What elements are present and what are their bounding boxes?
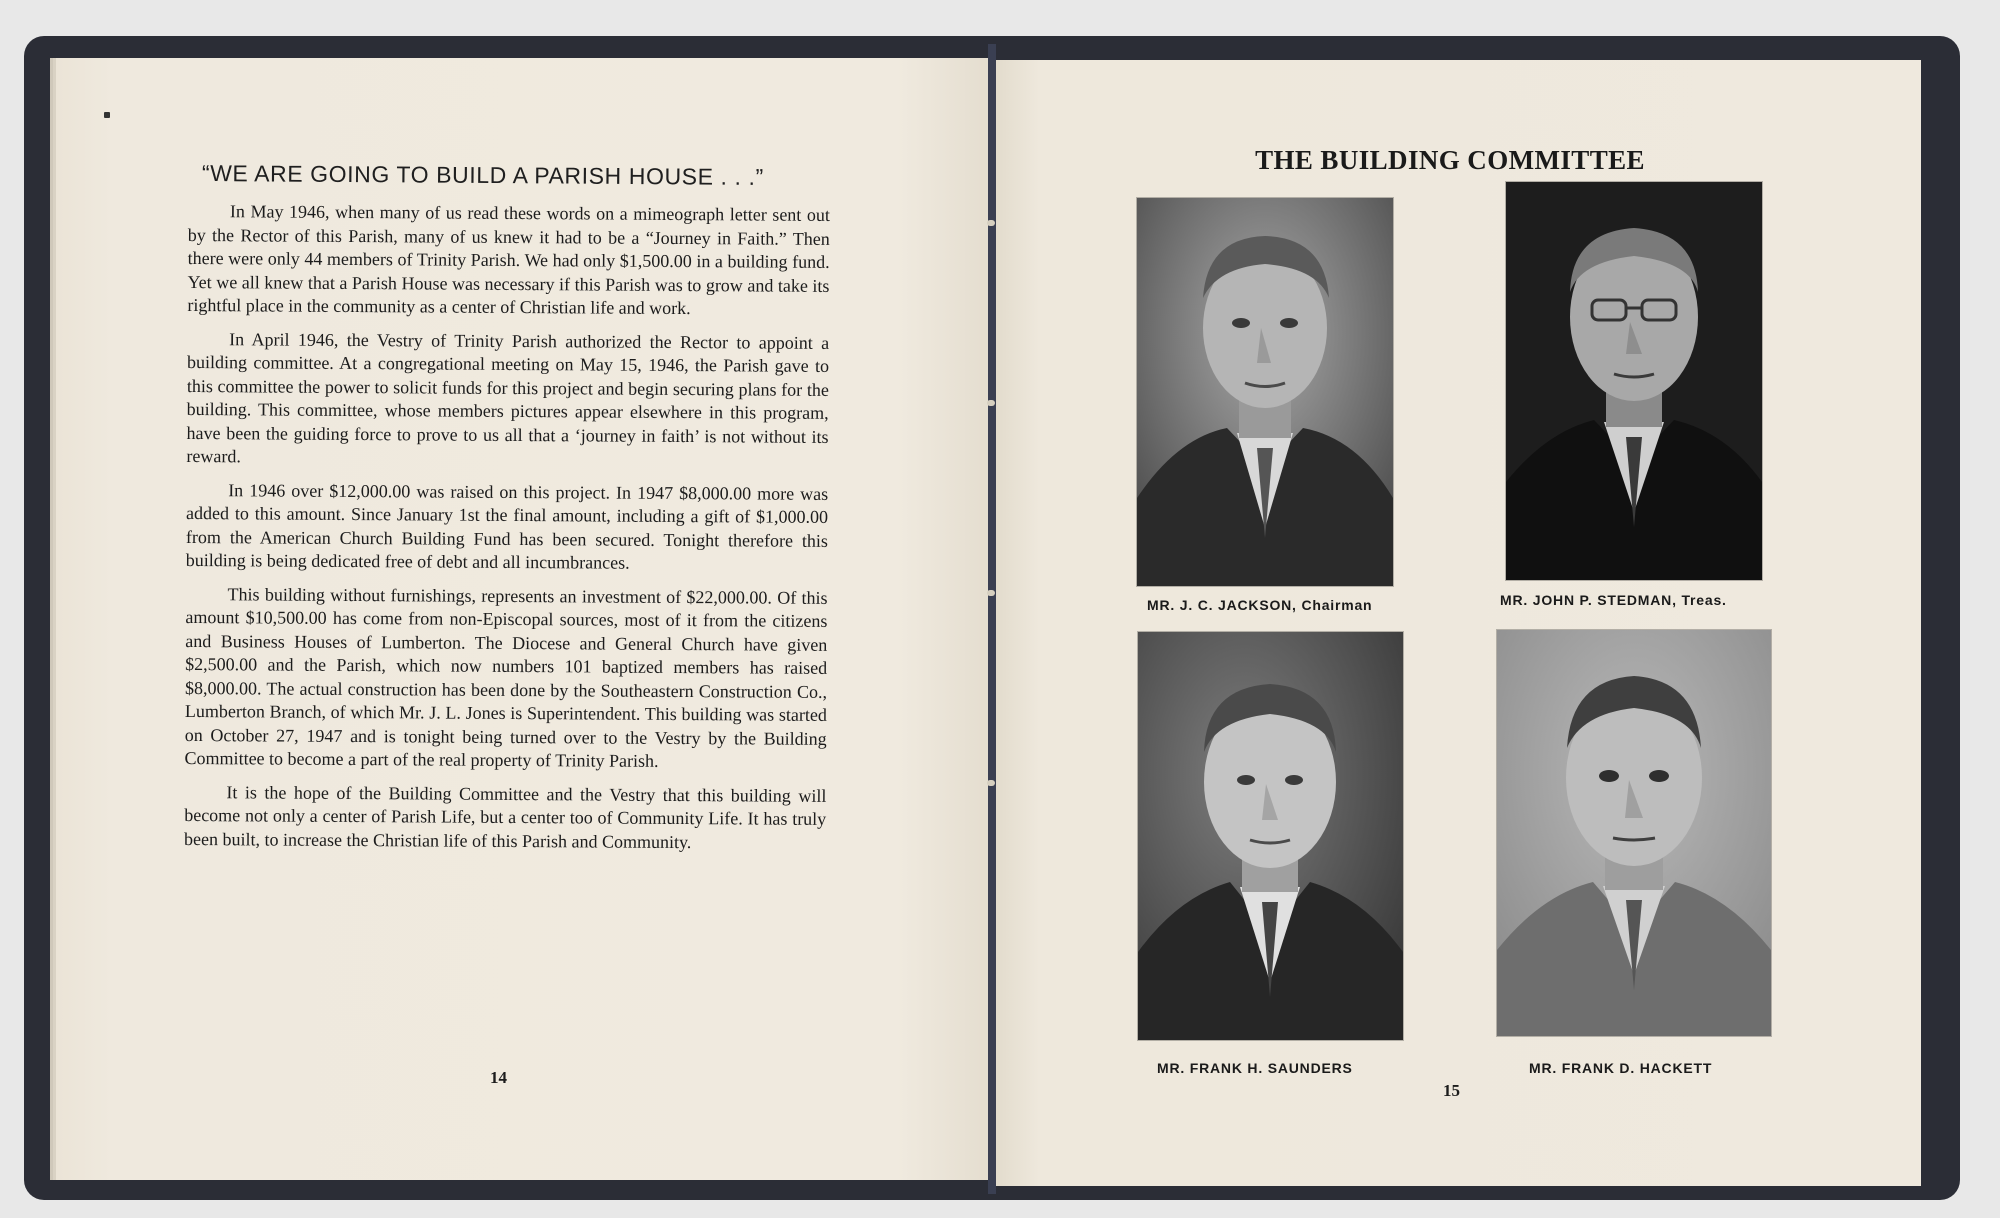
portrait-photo-stedman	[1506, 182, 1762, 580]
right-page-number: 15	[1443, 1081, 1460, 1100]
binding-stitch	[987, 400, 995, 406]
paragraph: In April 1946, the Vestry of Trinity Parish authorized the Rector to appoint a building committee. At a congregational meeting on May 15, 1946, the Parish gave to this committee the power to solicit funds for this project and begin securing plans for the building. This committee, whose members pictures appear elsewhere in this program, have been the guiding force to prove to us all that a ‘journey in faith’ is not without its reward.	[186, 328, 830, 467]
right-page	[993, 60, 1921, 1186]
left-page-heading: “WE ARE GOING TO BUILD A PARISH HOUSE . . .”	[201, 160, 764, 190]
right-page-title: THE BUILDING COMMITTEE	[1255, 145, 1645, 175]
paragraph: It is the hope of the Building Committee and the Vestry that this building will become not only a center of Parish Life, but a center too of Community Life. It has truly been built, to increase the Christian life of this Parish and Community.	[184, 781, 827, 852]
caption-saunders: MR. FRANK H. SAUNDERS	[1157, 1060, 1353, 1076]
binding-stitch	[987, 780, 995, 786]
paragraph: In 1946 over $12,000.00 was raised on this project. In 1947 $8,000.00 more was added to this amount. Since January 1st the final amount, including a gift of $1,000.00 from the American Church Building Fund has been secured. Tonight therefore this building is being dedicated free of debt and all incumbrances.	[185, 479, 829, 573]
paragraph: This building without furnishings, represents an investment of $22,000.00. Of this amount $10,500.00 has come from non-Episcopal sources, most of it from the citizens and Business Houses of Lumberton. The Diocese and General Church have given $2,500.00 and the Parish, which now numbers 101 baptized members has raised $8,000.00. The actual construction has been done by the Southeastern Construction Co., Lumberton Branch, of which Mr. J. L. Jones is Superintendent. This building was started on October 27, 1947 and is tonight being turned over to the Vestry by the Building Committee to become a part of the real property of Trinity Parish.	[184, 583, 828, 771]
left-page-body	[184, 200, 830, 865]
binding-gutter	[988, 44, 996, 1194]
caption-stedman: MR. JOHN P. STEDMAN, Treas.	[1500, 592, 1727, 608]
binding-stitch	[987, 220, 995, 226]
caption-hackett: MR. FRANK D. HACKETT	[1529, 1060, 1713, 1076]
left-page-number: 14	[490, 1068, 507, 1087]
portrait-photo-saunders	[1138, 632, 1403, 1040]
portrait-photo-jackson	[1137, 198, 1393, 586]
paragraph: In May 1946, when many of us read these words on a mimeograph letter sent out by the Rector of this Parish, many of us knew it had to be a “Journey in Faith.” Then there were only 44 members of Trinity Parish. We had only $1,500.00 in a building fund. Yet we all knew that a Parish House was necessary if this Parish was to grow and take its rightful place in the community as a center of Christian life and work.	[187, 201, 830, 319]
binding-stitch	[987, 590, 995, 596]
ink-mark	[104, 112, 110, 118]
portrait-photo-hackett	[1497, 630, 1771, 1036]
caption-jackson: MR. J. C. JACKSON, Chairman	[1147, 597, 1373, 613]
